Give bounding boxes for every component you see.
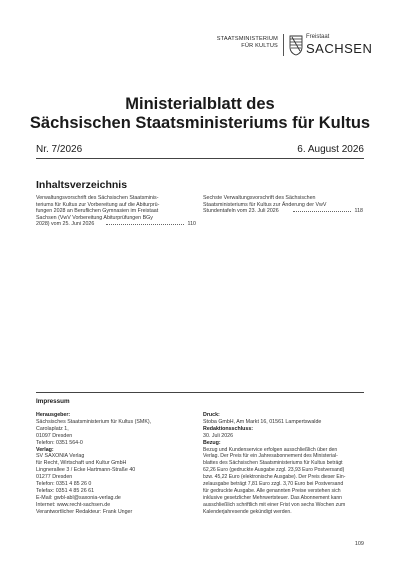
bezug-line: ausschließlich schriftlich mit einer Frist von sechs Wochen zum [203, 501, 346, 508]
toc-entry-2[interactable] [203, 195, 363, 215]
impressum-line: Verantwortlicher Redakteur: Frank Unger [36, 508, 133, 515]
divider-top [36, 158, 364, 159]
impressum-line: Carolaplatz 1, [36, 425, 69, 432]
impressum-heading: Impressum [36, 398, 70, 405]
bezug-line: 62,26 Euro (gedruckte Ausgabe zzgl. 23,93 Euro Postversand) [203, 467, 345, 474]
impressum-line: SV SAXONIA Verlag [36, 453, 85, 460]
impressum-line: 30. Juli 2026 [203, 432, 234, 439]
impressum-website-link[interactable]: Internet: www.recht-sachsen.de [36, 501, 111, 508]
toc-entry-line: Staatsministeriums für Kultus zur Änderung der VwV [203, 201, 327, 208]
logo-freistaat: Freistaat [306, 34, 330, 40]
toc-page-number: 118 [354, 208, 363, 214]
impressum-label [36, 412, 196, 419]
label-herausgeber: Herausgeber: [36, 412, 71, 418]
toc-entry-line: Verwaltungsvorschrift des Sächsischen Staatsminis- [36, 195, 159, 201]
bezug-line: inklusive gesetzlicher Mehrwertsteuer. Das Abonnement kann [203, 494, 343, 501]
label-bezug: Bezug: [203, 439, 221, 446]
toc-page-number: 110 [187, 221, 196, 227]
page-number: 109 [354, 541, 364, 547]
impressum-label [203, 426, 364, 433]
issue-number: Nr. 7/2026 [36, 144, 83, 155]
bezug-line: Bezug und Kundenservice erfolgen ausschließlich über den [203, 446, 338, 453]
toc-entry-text [36, 195, 196, 228]
title-line-2: Sächsischen Staatsministeriums für Kultus [29, 114, 371, 132]
impressum-line: Stoba GmbH, Am Markt 16, 01561 Lampertswalde [203, 418, 322, 425]
toc-entry-line: Stundentafeln vom 23. Juli 2026 [203, 208, 279, 214]
label-redaktionsschluss: Redaktionsschluss: [203, 425, 254, 432]
impressum-line: Telefon: 0351 564-0 [36, 439, 83, 446]
impressum-line: Telefax: 0351 4 85 26 61 [36, 487, 95, 494]
impressum-right-column [203, 412, 364, 516]
page-title [0, 95, 400, 133]
ministry-name [212, 36, 278, 50]
logo-divider [283, 34, 284, 56]
label-verlag: Verlag: [36, 446, 54, 453]
logo-sachsen: SACHSEN [306, 41, 373, 56]
impressum-line: für Recht, Wirtschaft und Kultur GmbH [36, 460, 127, 467]
issue-date: 6. August 2026 [297, 144, 364, 155]
toc-entry-line: Sechste Verwaltungsvorschrift des Sächsischen [203, 195, 316, 201]
impressum-label [203, 440, 364, 447]
impressum-line: 01277 Dresden [36, 474, 73, 481]
toc-entry-line: Sachsen (VwV Vorbereitung Abiturprüfungen BGy [36, 214, 153, 221]
bezug-line: bzw. 45,22 Euro (elektronische Ausgabe). Der Preis dieser Ein- [203, 474, 346, 481]
toc-entry-line: fungen 2028 an Beruflichen Gymnasien im Freistaat [36, 208, 159, 214]
toc-entry-line: 2028) vom 25. Juni 2026 [36, 221, 95, 227]
toc-entry-line: teriums für Kultus zur Vorbereitung auf die Abiturprü- [36, 201, 160, 208]
saxony-crest-icon [289, 34, 303, 56]
toc-heading: Inhaltsverzeichnis [36, 179, 128, 191]
impressum-label [36, 447, 196, 454]
impressum-line: Telefon: 0351 4 85 26 0 [36, 481, 92, 488]
divider-impressum [36, 392, 364, 393]
impressum-left-column [36, 412, 196, 516]
bezug-line: blattes des Sächsischen Staatsministeriums für Kultus beträgt [203, 460, 343, 467]
ministry-line-1: STAATSMINISTERIUM [216, 36, 278, 42]
bezug-line: zelausgabe beträgt 7,81 Euro zzgl. 3,70 Euro bei Postversand [203, 481, 344, 488]
impressum-line: Lingnerallee 3 / Ecke Hartmann-Straße 40 [36, 467, 136, 474]
impressum-label [203, 412, 364, 419]
impressum-email[interactable]: E-Mail: gwbl-abl@saxonia-verlag.de [36, 494, 121, 501]
impressum-line: Sächsisches Staatsministerium für Kultus (SMK), [36, 418, 152, 425]
bezug-line: Kalenderjahresende gekündigt werden. [203, 508, 292, 515]
title-line-1: Ministerialblatt des [125, 95, 275, 113]
bezug-line: für gedruckte Ausgabe. Alle genannten Preise verstehen sich [203, 487, 341, 494]
toc-leader [106, 224, 184, 225]
toc-entry-1[interactable] [36, 195, 196, 228]
label-druck: Druck: [203, 412, 220, 418]
impressum-line: 01097 Dresden [36, 432, 73, 439]
toc-leader [293, 211, 351, 212]
bezug-line: Verlag. Der Preis für ein Jahresabonnement des Ministerial- [203, 453, 338, 460]
ministry-line-2: FÜR KULTUS [241, 43, 278, 49]
